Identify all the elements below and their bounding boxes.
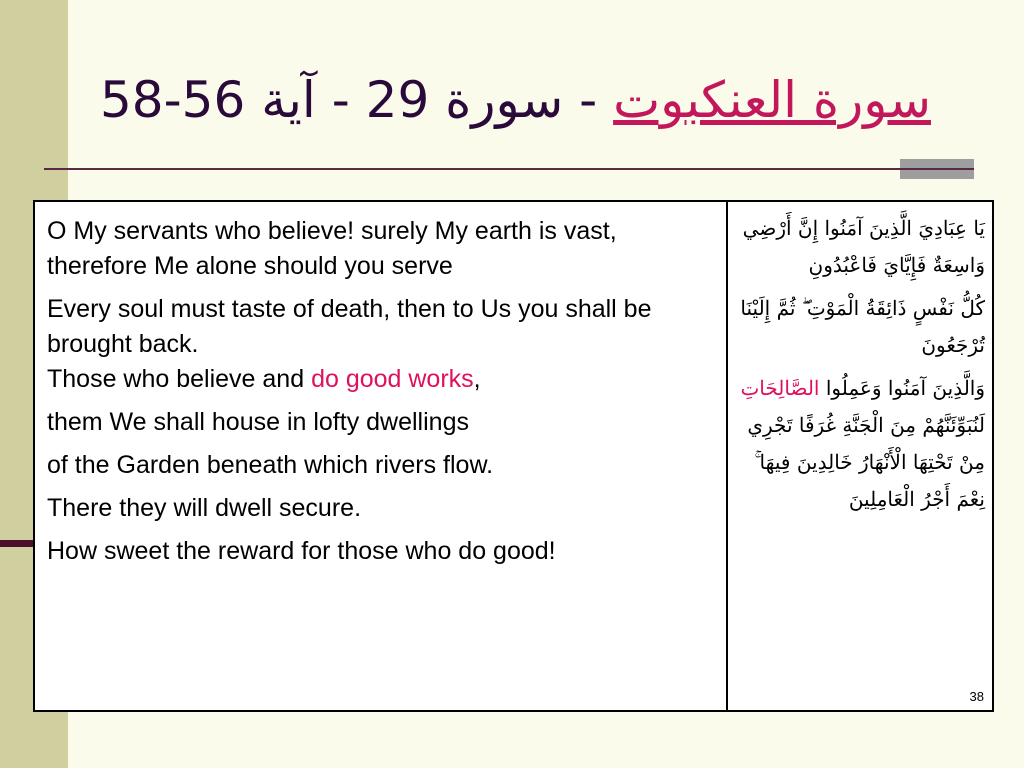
english-verse-58-line2: them We shall house in lofty dwellings xyxy=(47,408,469,436)
verse-table xyxy=(33,200,994,712)
page-number: 38 xyxy=(969,689,984,704)
english-text: Those who believe and xyxy=(47,365,312,393)
english-translation-column xyxy=(47,214,717,577)
column-divider xyxy=(726,202,728,710)
arabic-verse-57: كُلُّ نَفْسٍ ذَائِقَةُ الْمَوْتِ ۖ ثُمَّ إِلَيْنَا تُرْجَعُونَ xyxy=(740,296,985,357)
english-punct: , xyxy=(473,365,481,393)
highlight-good-works: do good works xyxy=(311,365,474,393)
title-reference: - سورة 29 - آية 56-58 xyxy=(100,71,598,129)
title-rule xyxy=(44,168,974,170)
arabic-text-column xyxy=(735,210,985,524)
english-verse-57: Every soul must taste of death, then to Us you shall be brought back. xyxy=(47,295,652,358)
arabic-text: وَالَّذِينَ آمَنُوا وَعَمِلُوا xyxy=(819,376,985,400)
english-verse-56: O My servants who believe! surely My earth is vast, therefore Me alone should you serve xyxy=(47,217,617,280)
title-rule-accent xyxy=(900,159,974,179)
highlight-salihat: الصَّالِحَاتِ xyxy=(740,376,820,400)
arabic-verse-56: يَا عِبَادِيَ الَّذِينَ آمَنُوا إِنَّ أَرْضِي وَاسِعَةٌ فَإِيَّايَ فَاعْبُدُونِ xyxy=(742,216,985,277)
english-verse-58-line5: How sweet the reward for those who do good! xyxy=(47,537,556,565)
slide-title xyxy=(100,60,950,140)
english-verse-58-line3: of the Garden beneath which rivers flow. xyxy=(47,451,494,479)
arabic-text: لَنُبَوِّئَنَّهُمْ مِنَ الْجَنَّةِ غُرَفًا تَجْرِي مِنْ تَحْتِهَا الْأَنْهَارُ خَالِدِينَ فِيهَا ۚ نِعْمَ أَجْرُ الْعَامِلِينَ xyxy=(747,413,985,511)
english-verse-58-line4: There they will dwell secure. xyxy=(47,494,362,522)
arabic-verse-58 xyxy=(735,370,985,518)
english-verse-58-line1 xyxy=(47,362,717,397)
title-surah-link[interactable]: سورة العنكبوت xyxy=(613,71,931,129)
